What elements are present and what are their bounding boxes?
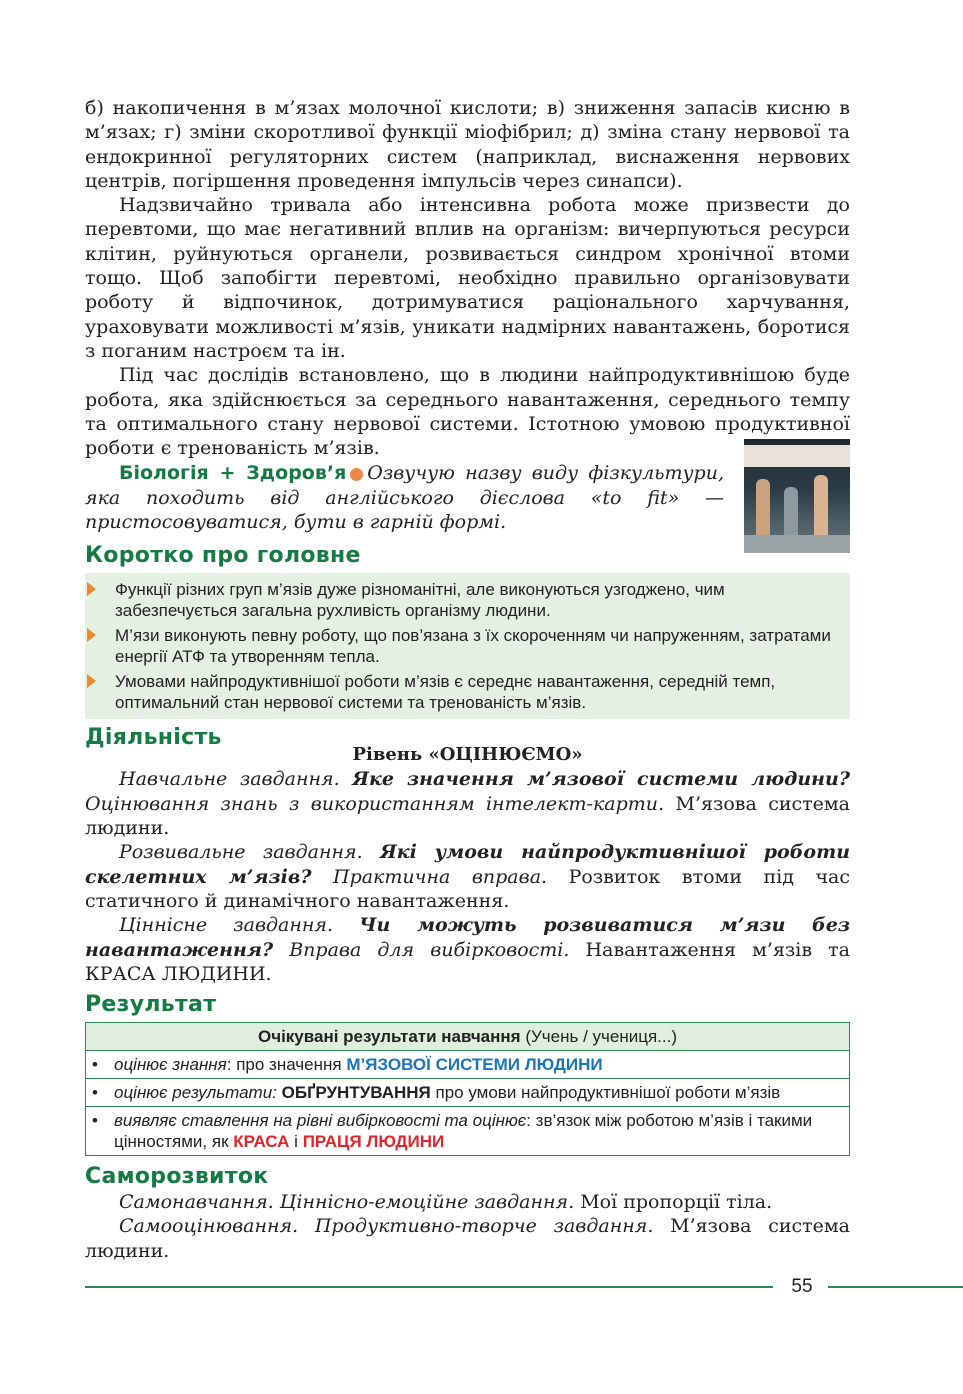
table-header-row: Очікувані результати навчання (Учень / учениця...) (86, 1023, 850, 1051)
biology-health-box (85, 461, 850, 553)
self-learning: Самонавчання. Ціннісно-емоційне завдання. Мої пропорції тіла. (119, 1191, 773, 1214)
summary-box (85, 573, 850, 719)
footer-line-right (828, 1286, 963, 1288)
page-number: 55 (791, 1276, 813, 1297)
activity-heading: Діяльність (85, 725, 222, 751)
results-table (85, 1022, 850, 1156)
summary-heading: Коротко про головне (85, 543, 361, 569)
handstand-photo (744, 439, 850, 553)
biology-health-text: Озвучую назву виду фізкультури, яка походить від англійського дієслова «to fit» — пристосовуватися, бути в гарній формі. (85, 462, 724, 534)
summary-item: М’язи виконують певну роботу, що пов’язана з їх скороченням чи напруженням, затратами енергії АТФ та утворенням тепла. (115, 625, 840, 667)
paragraph-fatigue-causes: б) накопичення в м’язах молочної кислоти; в) зниження запасів кисню в м’язах; г) зміни скоротливої функції міофібрил; д) зміна стану нервової та ендокринної регуляторних систем (наприклад, виснаження нервових центрів, погіршення проведення імпульсів через синапси). (85, 97, 850, 192)
summary-item: Умовами найпродуктивнішої роботи м’язів є середнє навантаження, середній темп, оптимальний стан нервової системи та тренованість м’язів. (115, 671, 840, 713)
table-row: • оцінює знання: про значення М’ЯЗОВОЇ СИСТЕМИ ЛЮДИНИ (86, 1051, 850, 1079)
arrow-icon (87, 628, 96, 642)
result-heading: Результат (85, 992, 217, 1018)
arrow-icon (87, 674, 96, 688)
footer-line-left (85, 1286, 773, 1288)
self-development-heading: Саморозвиток (85, 1164, 269, 1190)
biology-health-label: Біологія + Здоров’я (119, 462, 347, 485)
page-content (85, 96, 850, 1263)
task-value: Ціннісне завдання. Чи можуть розвиватися м’язи без навантаження? Вправа для вибірковості. Навантаження м’язів та КРАСА ЛЮДИНИ. (85, 914, 851, 985)
arrow-icon (87, 582, 96, 596)
photo-banner (744, 445, 850, 467)
paragraph-overfatigue: Надзвичайно тривала або інтенсивна робота може призвести до перевтоми, що має негативний вплив на організм: вичерпуються ресурси клітин, руйнуються органели, розвивається синдром хронічної втоми тощо. Щоб запобігти перевтомі, необхідно правильно організовувати роботу й відпочинок, дотримуватися раціонального харчування, ураховувати можливості м’язів, уникати надмірних навантажень, боротися з поганим настроєм та ін. (85, 194, 850, 362)
task-developmental: Розвивальне завдання. Які умови найпродуктивнішої роботи скелетних м’язів? Практична вправа. Розвиток втоми під час статичного й динамічного навантаження. (85, 841, 851, 912)
table-row: • виявляє ставлення на рівні вибірковості та оцінює: зв’язок між роботою м’язів і такими цінностями, як КРАСА і ПРАЦЯ ЛЮДИНИ (86, 1107, 850, 1156)
self-assessment: Самооцінювання. Продуктивно-творче завдання. М’язова система людини. (85, 1215, 851, 1262)
task-educational: Навчальне завдання. Яке значення м’язової системи людини? Оцінювання знань з використанням інтелект-карти. М’язова система людини. (85, 768, 851, 840)
level-title: Рівень «ОЦІНЮЄМО» (352, 744, 583, 766)
flower-icon (350, 468, 363, 481)
summary-item: Функції різних груп м’язів дуже різноманітні, але виконуються узгоджено, чим забезпечується загальна рухливість організму людини. (115, 579, 840, 621)
table-row: • оцінює результати: ОБҐРУНТУВАННЯ про умови найпродуктивнішої роботи м’язів (86, 1079, 850, 1107)
paragraph-productive-work: Під час дослідів встановлено, що в людини найпродуктивнішою буде робота, яка здійснюється за середнього навантаження, середнього темпу та оптимального стану нервової системи. Істотною умовою продуктивної роботи є тренованість м’язів. (85, 364, 850, 460)
